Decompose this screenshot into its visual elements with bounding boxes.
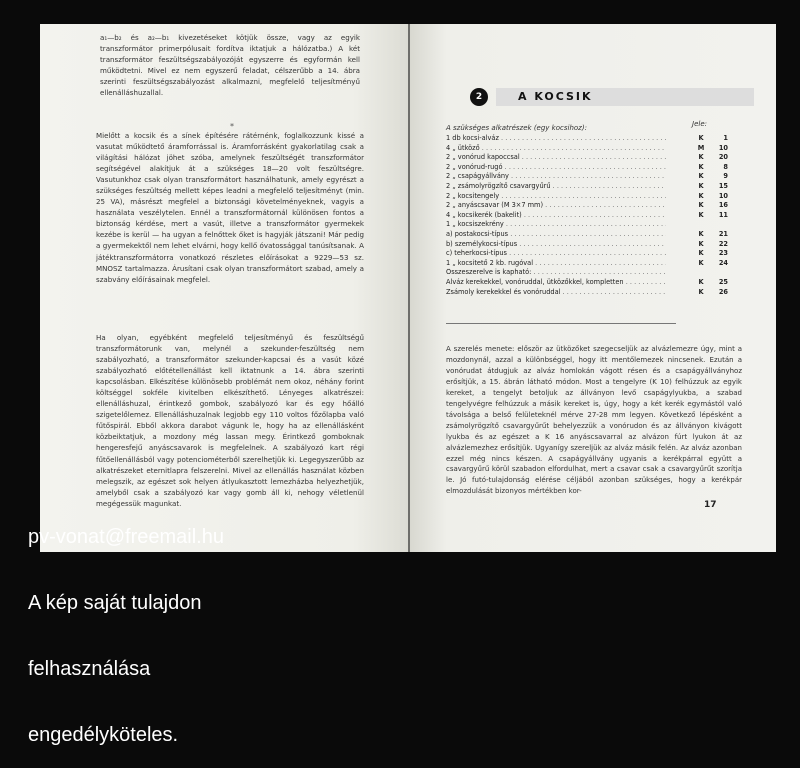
watermark-email: pv-vonat@freemail.hu [28,526,224,548]
part-code: K [698,134,704,142]
part-label: 2 „ vonórud kapoccsal . . . [446,153,666,161]
left-paragraph-main: Mielőtt a kocsik és a sínek építésére rátérnénk, foglalkozzunk kissé a vasutat működtető áramforrással is. Áramforrásként gyakorlatilag csak a világítási hálózat jöhet szóba, amelynek feszültségét transzformátor segítségével alakítjuk át a szükséges 18—20 volt feszültségre. Vasutunkhoz csak olyan transzformátort használhatunk, amely egyrészt a szükséges feszültség mellett képes leadni a megfelelő teljesítményt (min. 25 VA), másrészt megfelel a biztonsági követelményeknek, vagyis a használata veszélytelen. Ennél a transzformátornál különösen fontos a biztonság kérdése, mert a vasút, illetve a transzformátor gyermekek kezébe is kerül — ha ugyan a felnőttek őket is hagyják játszani! Már pedig a gyermekektől nem lehet elvárni, hogy kellő óvatossággal tanúsítsanak. A játéktranszformátorra vonatkozó részletes előírásokat a 9229—53 sz. MNOSZ tartalmazza. Árusítani csak olyan transzformátort szabad, amely a szabvány előírásainak megfelel. [96,131,364,284]
list-item [446,288,754,298]
watermark [28,482,224,768]
right-page [410,24,776,552]
list-item [446,268,754,278]
watermark-line: A kép saját tulajdon [28,592,202,614]
code-column-header: Jele: [692,120,707,128]
part-code: M [697,143,705,152]
list-item [446,172,754,182]
part-number: 1 [723,134,728,142]
list-item [446,182,754,192]
right-body-text: A szerelés menete: először az ütközőket szegecseljük az alvázlemezre úgy, mint a mozdonynál, azzal a különbséggel, hogy itt mentőlemezek nincsenek. Ezután a vonórudat átdugjuk az alváz homlokán vágott résen és a csapágyállványhoz erősítjük, a 15. ábrán látható módon. Most a tengelyre (K 10) felhúzzuk az egyik kereket, a tengelyt betoljuk az állványon levő csapágylyukba, a szabad tengelyvégre felhúzzuk a másik kereket is, úgy, hogy a két kerék egymástól való távolsága a belső felületeknél mérve 27-28 mm legyen. Következő lépésként a zsámolyrögzítő csavargyűrűt behelyezzük a vonórudon és az állványon kivágott lyukba és az egészet a K 16 anyáscsavarral az alvázon fúrt lyukon át az alvázlemezhez erősítjük. Ugyanígy szereljük az alváz másik felén. Az alváz azonban ezzel még nincs készen. A csapágyállvány ugyanis a kerékpárral együtt a csavargyűrű körül szabadon elfordulhat, mert a csavar csak a csavargyűrűt szorítja le. Jó futó-tulajdonság elérése céljából azonban szükséges, hogy a kerékpár elmozdulását bizonyos mértékben kor- [446,345,742,496]
part-number: 15 [718,181,728,190]
list-item [446,220,754,230]
list-item [446,211,754,221]
part-code: K [698,181,704,190]
list-item [446,278,754,288]
part-number: 21 [718,229,728,238]
part-label: a) postakocsi-típus . . . [446,230,666,238]
left-page [40,24,408,552]
left-paragraph-second: Ha olyan, egyébként megfelelő teljesítményű és feszültségű transzformátorunk van, melynél a szekunder-feszültség nem szabályozható, a transzformátor szekunder-kapcsai és a vasút közé szabályozható előtétellenállást kell iktatnunk a 14. ábra szerinti kapcsolásban. Elkészítése különösebb problémát nem okoz, néhány forint költséggel sokféle kivitelben elkészíthető. Lényeges alkatrészei: ellenálláshuzal, érintkező gombok, szabályozó kar és egy hőálló szigetelőlemez. Ellenálláshuzalnak legjobb egy 110 voltos főzőlapba való fűtőspirál. Ebből akkora darabot vágunk le, hogy ha az ellenállásként közbeiktatjuk, a mozdony még lassan megy. Érintkező gomboknak hengeresfejű anyáscsavarok is megfelelnek. A szabályozó kart régi fűtőellenállásból vagy potenciométerből szerelhetjük ki. Legegyszerűbb az alkatrészeket eternitlapra felszerelni. Mivel az ellenállás használat közben melegszik, az egészet sok helyen átlyukasztott lemezházba helyezhetjük, amelyből csak a szabályozó kar vagy gomb áll ki, nehogy véletlenül megégessük magunkat. [96,333,364,508]
part-code: K [698,172,704,181]
part-label: c) teherkocsi-típus . . . [446,249,666,257]
part-number: 22 [718,239,728,248]
list-item [446,134,754,144]
chapter-number-badge: 2 [470,88,488,106]
parts-list-header: A szükséges alkatrészek (egy kocsihoz): [446,124,587,132]
page-number: 17 [704,500,717,510]
part-number: 8 [723,162,728,171]
list-item [446,144,754,154]
part-code: K [698,201,704,210]
left-paragraph-top: a₁—b₂ és a₂—b₁ kivezetéseket kötjük össze, vagy az egyik transzformátor primerpólusait fordítva iktatjuk a hálózatba.) A két transzformátor feszültségszabályozóját egyszerre és egyformán kell működtetni. Mivel ez nem egyszerű feladat, célszerűbb a 14. ábra szerinti feszültségszabályozást alkalmazni, megfelelő teljesítményű ellenálláshuzallal. [100,33,360,98]
part-label: b) személykocsi-típus . . . [446,240,666,248]
list-item [446,240,754,250]
list-item [446,192,754,202]
part-number: 10 [718,143,728,152]
part-code: K [698,277,704,286]
part-code: K [698,153,704,162]
list-divider [446,323,676,324]
list-item [446,201,754,211]
part-label: 1 „ kocsitető 2 kb. rugóval . . . [446,259,666,267]
part-number: 25 [718,277,728,286]
list-item [446,249,754,259]
watermark-line: felhasználása [28,658,151,680]
list-item [446,153,754,163]
part-number: 23 [718,249,728,258]
part-label: 1 „ kocsiszekrény . . . [446,220,666,228]
part-code: K [698,162,704,171]
part-label: 2 „ kocsitengely . . . [446,192,666,200]
part-label: Összeszerelve is kapható: . . . [446,268,666,276]
part-code: K [698,258,704,267]
part-code: K [698,287,704,296]
part-label: 4 „ ütköző . . . [446,144,666,152]
part-number: 16 [718,201,728,210]
part-code: K [698,210,704,219]
part-number: 9 [723,172,728,181]
parts-list [446,134,754,297]
part-label: Alváz kerekekkel, vonóruddal, ütközőkkel, kompletten . . . [446,278,666,286]
part-label: 2 „ csapágyállvány . . . [446,172,666,180]
part-number: 24 [718,258,728,267]
part-code: K [698,239,704,248]
part-label: 2 „ zsámolyrögzítő csavargyűrű . . . [446,182,666,190]
part-number: 26 [718,287,728,296]
list-item [446,163,754,173]
list-item [446,259,754,269]
part-label: 4 „ kocsikerék (bakelit) . . . [446,211,666,219]
part-label: 2 „ vonórud-rugó . . . [446,163,666,171]
part-number: 10 [718,191,728,200]
part-label: 2 „ anyáscsavar (M 3×7 mm) . . . [446,201,666,209]
part-label: 1 db kocsi-alváz . . . [446,134,666,142]
list-item [446,230,754,240]
part-number: 11 [718,210,728,219]
part-code: K [698,191,704,200]
section-separator-star: * [230,122,234,131]
watermark-line: engedélyköteles. [28,724,179,746]
part-code: K [698,249,704,258]
part-number: 20 [718,153,728,162]
chapter-title: A KOCSIK [496,88,754,106]
part-code: K [698,229,704,238]
part-label: Zsámoly kerekekkel és vonóruddal . . . [446,288,666,296]
